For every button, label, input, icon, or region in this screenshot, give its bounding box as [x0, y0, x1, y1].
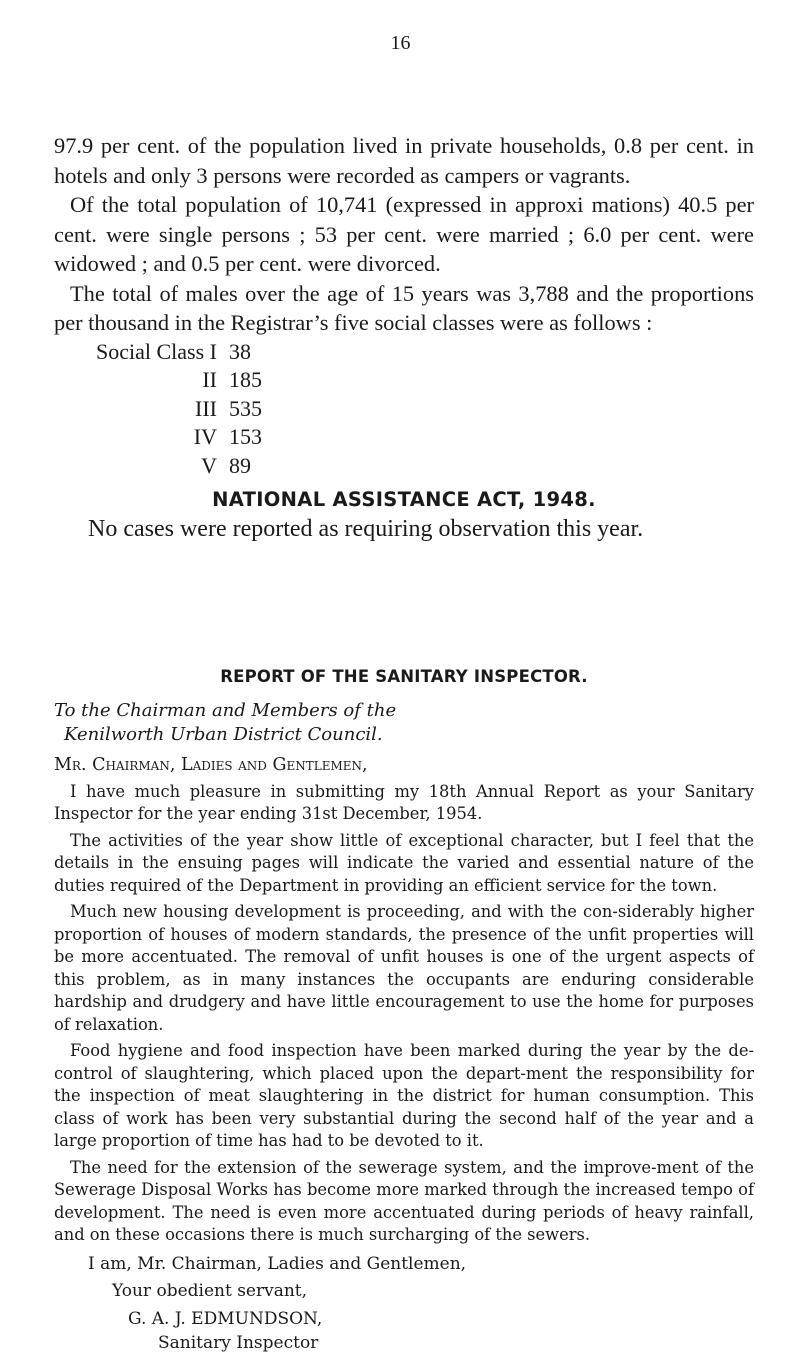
addressee-line: To the Chairman and Members of the	[54, 699, 397, 721]
servant-line: Your obedient servant,	[112, 1281, 308, 1301]
report-paragraph: I have much pleasure in submitting my 18th Annual Report as your Sanitary Inspector for the year ending 31st December, 1954.	[54, 781, 754, 823]
closing-line: I am, Mr. Chairman, Ladies and Gentlemen,	[88, 1253, 467, 1274]
social-class-row	[73, 366, 754, 395]
signatory-name: G. A. J. EDMUNDSON,	[128, 1309, 323, 1329]
report-paragraph: Food hygiene and food inspection have been marked during the year by the de-control of slaughtering, which placed upon the depart-ment the responsibility for the inspection of meat slaughtering in the district for human consumption. This class of work has been very substantial during the second half of the year and a large proportion of time has had to be devoted to it.	[54, 1041, 754, 1150]
page-number: 16	[390, 32, 411, 54]
social-class-table	[73, 338, 754, 481]
social-class-label: Social Class I	[96, 338, 217, 364]
report-paragraph: The need for the extension of the sewerage system, and the improve-ment of the Sewerage Disposal Works has become more marked through the increased tempo of development. The need is even more accentuated during periods of heavy rainfall, and on these occasions there is much surcharging of the sewers.	[54, 1157, 754, 1244]
social-class-value: 89	[229, 452, 251, 478]
social-class-row	[73, 395, 754, 424]
signature-block	[112, 1279, 754, 1355]
signatory-title: Sanitary Inspector	[158, 1333, 319, 1353]
sanitary-report	[54, 666, 754, 1355]
social-class-row	[73, 423, 754, 452]
paragraph: Of the total population of 10,741 (expressed in approxi mations) 40.5 per cent. were single persons ; 53 per cent. were married ; 6.0 per cent. were widowed ; and 0.5 per cent. were divorced.	[54, 192, 754, 276]
report-paragraph: Much new housing development is proceeding, and with the con-siderably higher proportion of houses of modern standards, the presence of the unfit properties will be more accentuated. The removal of unfit houses is one of the urgent aspects of this problem, as in many instances the occupants are enduring considerable hardship and drudgery and have little encouragement to use the home for purposes of relaxation.	[54, 902, 754, 1034]
social-class-label: IV	[193, 424, 217, 449]
social-class-value: 153	[229, 424, 262, 449]
addressee-line: Kenilworth Urban District Council.	[64, 723, 383, 745]
social-class-row	[73, 338, 754, 367]
report-heading: REPORT OF THE SANITARY INSPECTOR.	[220, 667, 588, 686]
social-class-row	[73, 452, 754, 481]
national-assistance-text: No cases were reported as requiring observation this year.	[88, 516, 644, 542]
social-class-label: III	[195, 395, 217, 421]
national-assistance-heading: NATIONAL ASSISTANCE ACT, 1948.	[212, 488, 596, 511]
social-class-value: 38	[229, 338, 251, 364]
social-class-label: V	[201, 452, 217, 478]
social-class-label: II	[202, 367, 217, 392]
paragraph: 97.9 per cent. of the population lived in private households, 0.8 per cent. in hotels and only 3 persons were recorded as campers or vagrants.	[54, 133, 754, 188]
salutation: Mr. Chairman, Ladies and Gentlemen,	[54, 754, 368, 775]
addressee	[54, 699, 754, 747]
paragraph: The total of males over the age of 15 years was 3,788 and the proportions per thousand in the Registrar’s five social classes were as follows :	[54, 280, 754, 335]
social-class-value: 185	[229, 367, 262, 392]
social-class-value: 535	[229, 395, 262, 421]
report-paragraph: The activities of the year show little of exceptional character, but I feel that the details in the ensuing pages will indicate the varied and essential nature of the duties required of the Department in providing an efficient service for the town.	[54, 830, 754, 895]
census-section	[54, 131, 754, 544]
